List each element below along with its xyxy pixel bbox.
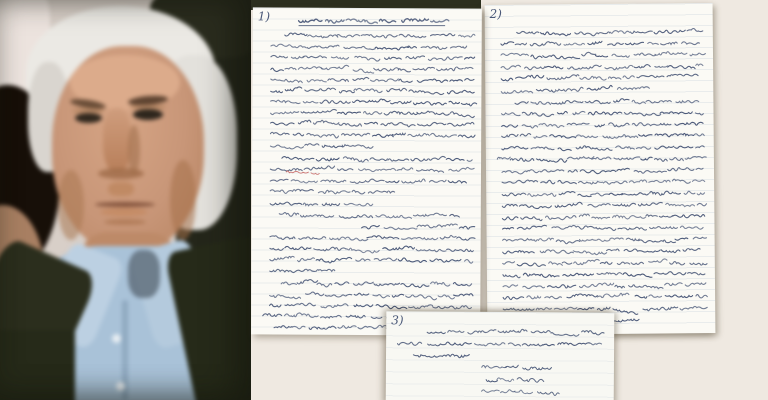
photo-of-man <box>0 0 251 400</box>
letter-page-1 <box>251 7 482 335</box>
handwriting-page-1 <box>251 7 482 335</box>
page-number-1: 1) <box>257 9 271 24</box>
page-number-3: 3) <box>391 313 404 328</box>
letter-page-3 <box>386 311 615 400</box>
letter-page-2 <box>485 3 716 335</box>
page-number-2: 2) <box>489 6 503 21</box>
photo-vignette <box>0 0 251 400</box>
handwriting-page-2 <box>485 3 716 335</box>
handwriting-page-3-with-signature <box>386 311 615 400</box>
